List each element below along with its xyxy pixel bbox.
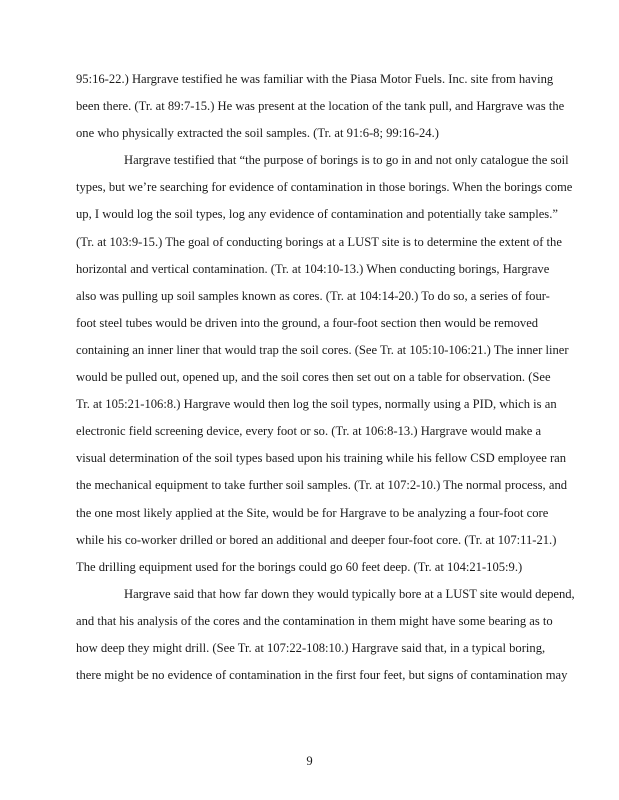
text-line: Hargrave testified that “the purpose of borings is to go in and not only catalogue the soil — [124, 153, 569, 168]
text-line: visual determination of the soil types based upon his training while his fellow CSD employee ran — [76, 451, 567, 466]
text-line: types, but we’re searching for evidence of contamination in those borings. When the borings come — [76, 180, 573, 195]
paragraph-1 — [76, 66, 565, 147]
paragraph-2 — [76, 147, 573, 581]
text-line: one who physically extracted the soil samples. (Tr. at 91:6-8; 99:16-24.) — [76, 126, 439, 141]
text-line: horizontal and vertical contamination. (Tr. at 104:10-13.) When conducting borings, Hargrave — [76, 261, 550, 276]
text-line: the one most likely applied at the Site, would be for Hargrave to be analyzing a four-foot core — [76, 505, 549, 520]
text-line: containing an inner liner that would trap the soil cores. (See Tr. at 105:10-106:21.) The inner liner — [76, 342, 569, 357]
text-line: been there. (Tr. at 89:7-15.) He was present at the location of the tank pull, and Hargrave was the — [76, 99, 565, 114]
text-line: there might be no evidence of contamination in the first four feet, but signs of contamination may — [76, 668, 568, 683]
text-line: electronic field screening device, every foot or so. (Tr. at 106:8-13.) Hargrave would make a — [76, 424, 542, 439]
text-line: The drilling equipment used for the borings could go 60 feet deep. (Tr. at 104:21-105:9.) — [76, 559, 523, 574]
text-line: also was pulling up soil samples known as cores. (Tr. at 104:14-20.) To do so, a series of four- — [76, 288, 550, 303]
page-number: 9 — [306, 754, 313, 768]
text-line: Tr. at 105:21-106:8.) Hargrave would then log the soil types, normally using a PID, which is an — [76, 397, 557, 412]
text-line: 95:16-22.) Hargrave testified he was familiar with the Piasa Motor Fuels. Inc. site from having — [76, 72, 554, 86]
text-line: how deep they might drill. (See Tr. at 107:22-108:10.) Hargrave said that, in a typical boring, — [76, 640, 546, 655]
text-line: (Tr. at 103:9-15.) The goal of conducting borings at a LUST site is to determine the extent of the — [76, 234, 562, 249]
text-line: up, I would log the soil types, log any evidence of contamination and potentially take samples.” — [76, 207, 558, 222]
text-line: and that his analysis of the cores and the contamination in them might have some bearing as to — [76, 613, 553, 628]
text-line: the mechanical equipment to take further soil samples. (Tr. at 107:2-10.) The normal process, and — [76, 478, 568, 493]
text-line: would be pulled out, opened up, and the soil cores then set out on a table for observation. (See — [76, 370, 551, 385]
body-text — [76, 66, 575, 689]
text-line: while his co-worker drilled or bored an additional and deeper four-foot core. (Tr. at 107:11-21.) — [76, 532, 557, 547]
text-line: Hargrave said that how far down they would typically bore at a LUST site would depend, — [124, 586, 575, 601]
paragraph-3 — [76, 581, 575, 689]
text-line: foot steel tubes would be driven into the ground, a four-foot section then would be removed — [76, 315, 539, 330]
